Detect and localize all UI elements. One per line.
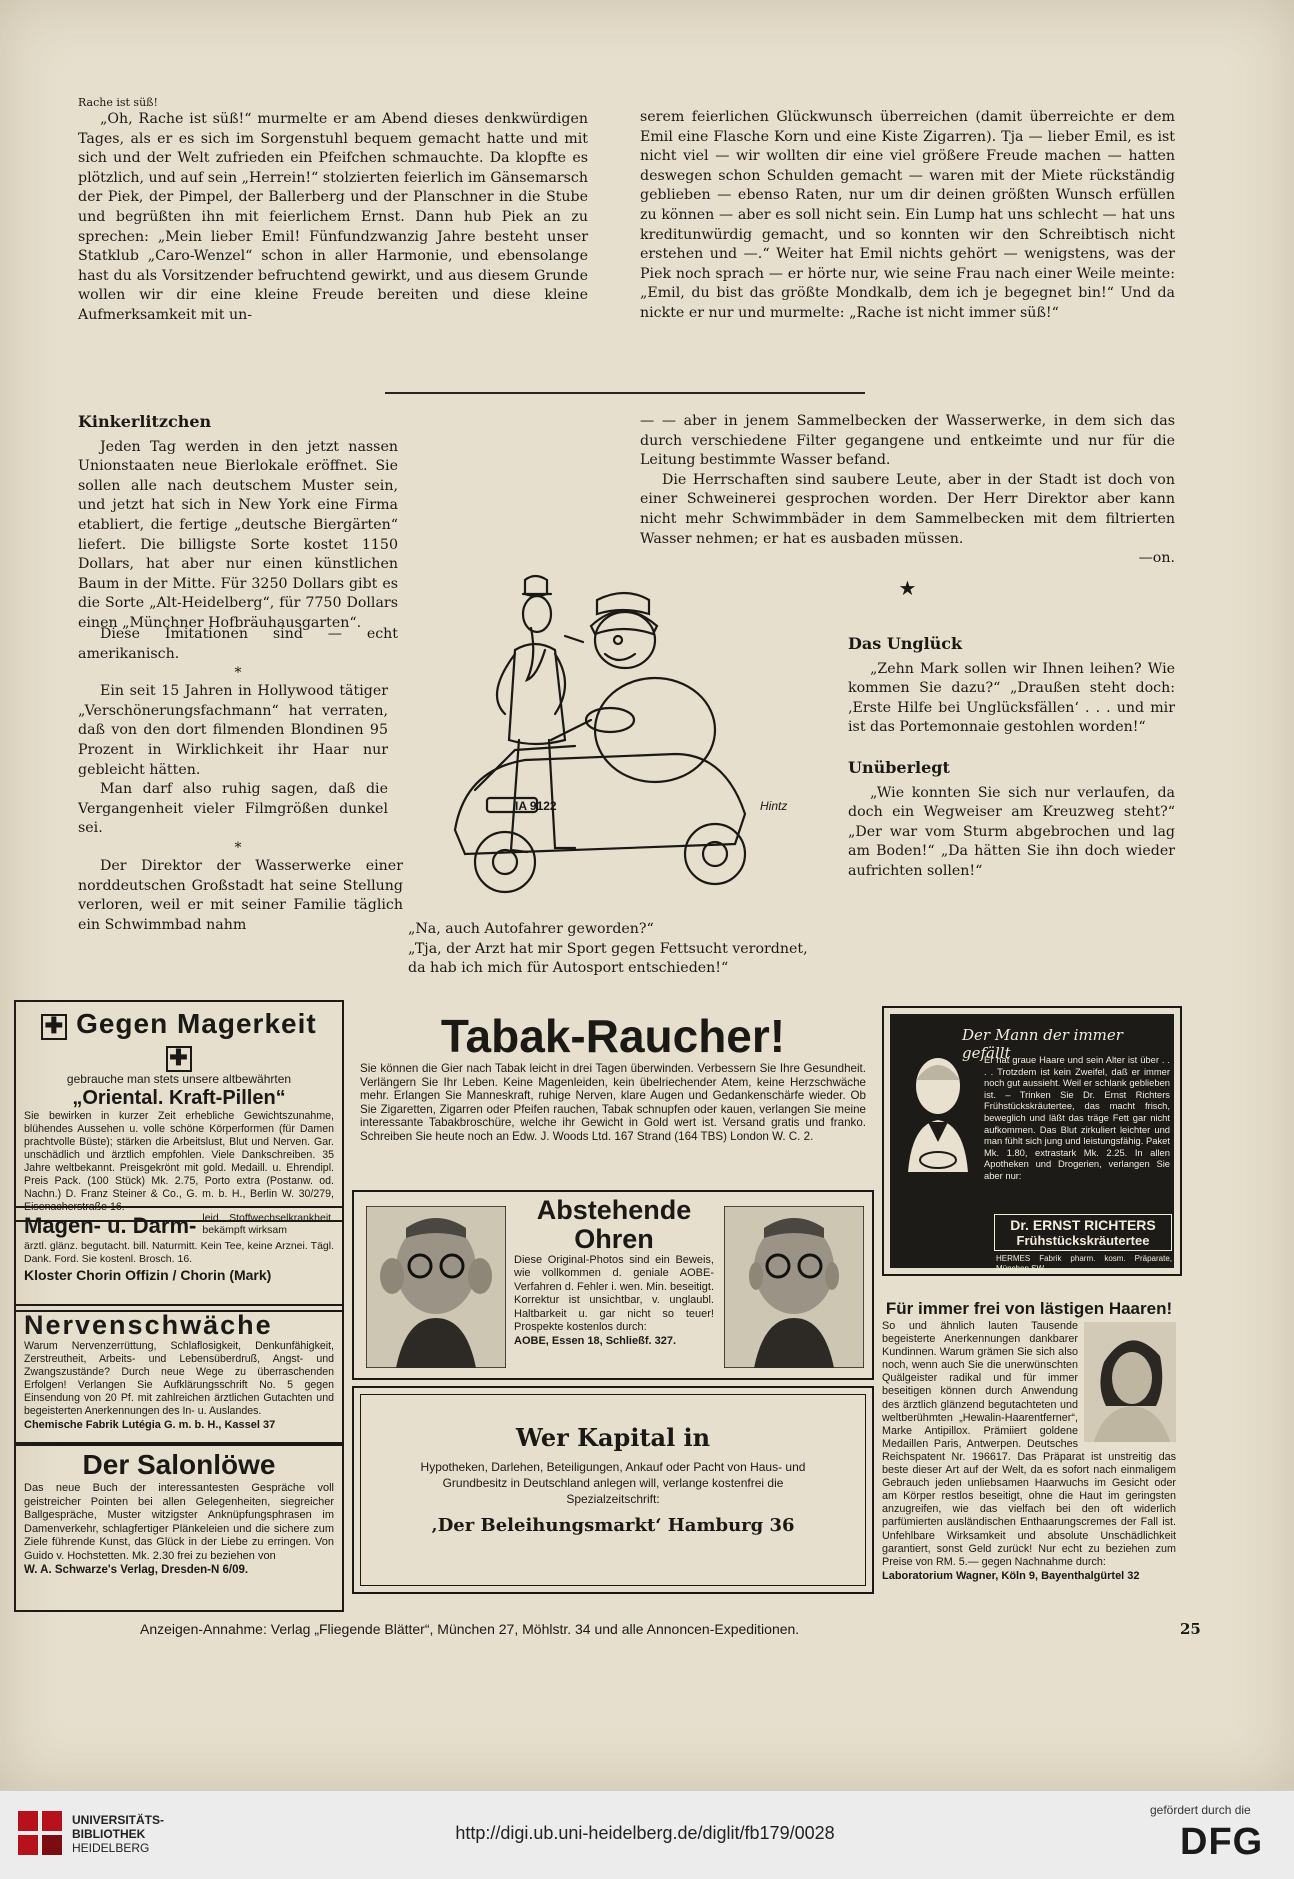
separator-star: * — [234, 839, 242, 856]
library-name: UNIVERSITÄTS- BIBLIOTHEK HEIDELBERG — [72, 1813, 165, 1855]
ad-title: Tabak-Raucher! — [440, 1010, 786, 1062]
ad-banner: Der Mann der immer gefällt — [962, 1026, 1123, 1062]
ad-firm: Kloster Chorin Offizin / Chorin (Mark) — [24, 1267, 272, 1283]
document-url-link[interactable]: http://digi.ub.uni-heidelberg.de/diglit/fb179/0028 — [455, 1823, 835, 1843]
kinker-column-lower — [78, 625, 403, 935]
kinker-column-right — [640, 412, 1175, 601]
author-signature: —on. — [1138, 550, 1175, 567]
dfg-logo: DFG — [1180, 1821, 1264, 1863]
ad-richters — [882, 1006, 1182, 1276]
photo-before — [366, 1206, 506, 1368]
ad-body: Sie bewirken in kurzer Zeit erhebliche Gewichtszunahme, blühendes Aussehen u. volle schöne Körperformen (für Damen prachtvolle Büste); stärken die Arbeitslust, Blut und Nerven. Gar. unschädlich und ärztlich empfohlen. Viele Dankschreiben. 35 Jahre weltbekannt. Preisgekrönt mit gold. Medaill. u. Ehrendipl. Preis Pack. (100 Stück) Mk. 2.75, Porto extra (Postanw. od. Nachn.) D. Franz Steiner & Co., G. m. b. H., Berlin W. 30/279, Eisenacherstraße 16. — [24, 1110, 334, 1213]
ad-body: Er hat graue Haare und sein Alter ist über . . . . Trotzdem ist kein Zweifel, daß er immer noch gut aussieht. Weil er schlank geblieben ist. – Trinken Sie Dr. Ernst Richters Frühstückskräutertee, das macht frisch, beweglich und läßt das träge Fett gar nicht aufkommen. Das Blut zirkuliert leichter und man fühlt sich jung und leistungsfähig. Paket Mk. 1.80, extrastark Mk. 2.25. In allen Apotheken und Drogerien, verlangen Sie aber nur: — [984, 1054, 1170, 1181]
woman-portrait-icon — [1084, 1322, 1176, 1442]
ad-abstehende-ohren — [352, 1190, 874, 1380]
page-number: 25 — [1180, 1620, 1201, 1638]
cartoon-drawing — [415, 570, 845, 900]
ad-magerkeit — [14, 1000, 344, 1222]
ad-firm: W. A. Schwarze's Verlag, Dresden-N 6/09. — [24, 1564, 249, 1576]
university-library-logo-icon — [18, 1811, 62, 1857]
ad-magen-darm — [14, 1206, 344, 1312]
ad-title: Ohren — [574, 1224, 654, 1254]
ad-kapital — [352, 1386, 874, 1594]
ad-body: Sie können die Gier nach Tabak leicht in drei Tagen überwinden. Verbessern Sie Ihre Gesundheit. Verlängern Sie Ihr Leben. Keine Magenleiden, kein übelriechender Atem, keine Herzschwäche mehr. Erlangen Sie Manneskraft, ruhige Nerven, klare Augen und Gedankenschärfe wieder. Ob Sie Zigaretten, Zigarren oder Pfeifen rauchen, Tabak schnupfen oder kauen, verlangen Sie meine interessante Tabakbroschüre, welche ihr Gewicht in Gold wert ist. Versand gratis und franko. Schreiben Sie heute noch an Edw. J. Woods Ltd. 167 Strand (164 TBS) London W. C. 2. — [360, 1062, 866, 1143]
cartoon-caption — [408, 920, 818, 979]
library-footer-bar — [0, 1790, 1294, 1879]
ad-firm: ‚Der Beleihungsmarkt‘ Hamburg 36 — [431, 1515, 795, 1536]
photo-after — [724, 1206, 864, 1368]
license-plate: IA 9122 — [515, 799, 557, 813]
ad-title: Magen- u. Darm- — [24, 1213, 197, 1238]
ad-brand: Dr. ERNST RICHTERS — [1010, 1217, 1156, 1233]
ad-subtitle: gebrauche man stets unsere altbewährten — [66, 1072, 292, 1086]
ad-maker: HERMES Fabrik pharm. kosm. Präparate, München SW — [996, 1254, 1172, 1273]
ad-body: ärztl. glänz. begutacht. bill. Naturmitt. Kein Tee, keine Arznei. Tägl. Dank. Ford. Sie kostenl. Brosch. 16. — [24, 1240, 334, 1265]
ad-nervenschwaeche — [14, 1304, 344, 1446]
man-portrait-icon — [898, 1052, 978, 1172]
story-paragraph: „Oh, Rache ist süß!“ murmelte er am Abend dieses denkwürdigen Tages, als er es sich im Sorgenstuhl bequem gemacht hatte und mit sich und der Welt zufrieden ein Pfeifchen schmauchte. Da klopfte es plötzlich, und auf sein „Herrein!“ stolzierten feierlich im Gänsemarsch der Piek, der Pimpel, der Ballerberg und der Planschner in die Stube und begrüßten ihn mit feierlichem Ernst. Dann hub Piek an zu sprechen: „Mein lieber Emil! Fünfundzwanzig Jahre besteht unser Statklub „Caro-Wenzel“ schon in aller Harmonie, und ebensolange hast du als Vorsitzender befruchtend gewirkt, und aus diesem Grunde wollen wir dir eine kleine Freude bereiten und diese kleine Aufmerksamkeit mit un- — [78, 111, 589, 323]
ad-title: Gegen Magerkeit — [76, 1008, 317, 1039]
ad-title: Wer Kapital in — [515, 1423, 711, 1452]
ad-firm: Laboratorium Wagner, Köln 9, Bayenthalgürtel 32 — [882, 1569, 1140, 1582]
funding-note: gefördert durch die — [1150, 1803, 1251, 1817]
ad-body: Warum Nervenzerrüttung, Schlaflosigkeit, Denkunfähigkeit, Zerstreutheit, Arbeits- und Lebensüberdruß, Angst- und Zwangszustände? Durch neue Wege zu überraschenden Erfolgen! Verlangen Sie Aufklärungsschrift No. 5 gegen Einsendung von 20 Pf. mit zahlreichen ärztlichen Gutachten und begeisterten Anerkennungen des In- u. Auslandes. — [24, 1340, 334, 1417]
unueberlegt-text: „Wie konnten Sie sich nur verlaufen, da doch ein Wegweiser am Kreuzweg steht?“ „Der war vom Sturm abgebrochen und lag am Boden!“ „Da hätten Sie ihn doch wieder aufrichten sollen!“ — [848, 784, 1175, 879]
separator-star: * — [234, 665, 242, 682]
ad-title: Abstehende — [536, 1195, 692, 1225]
story-left-column — [78, 96, 588, 326]
story-right-column — [640, 108, 1175, 324]
ad-brand: Frühstückskräutertee — [1016, 1233, 1150, 1248]
ad-haarentferner — [876, 1294, 1182, 1606]
kinker-paragraph: Ein seit 15 Jahren in Hollywood tätiger „Verschönerungsfachmann“ hat verraten, daß von den dort filmenden Blondinen 95 Prozent in Wirklichkeit ihr Haar nur gebleicht hätten. — [78, 683, 388, 778]
separator-star: ★ — [898, 575, 917, 600]
ad-firm: Chemische Fabrik Lutégia G. m. b. H., Kassel 37 — [24, 1419, 276, 1431]
footer-line: Anzeigen-Annahme: Verlag „Fliegende Blätter“, München 27, Möhlstr. 34 und alle Annoncen-Expeditionen. — [140, 1621, 800, 1637]
ad-title: Der Salonlöwe — [82, 1449, 276, 1480]
unueberlegt-title: Unüberlegt — [848, 757, 950, 777]
section-divider — [385, 392, 865, 394]
ad-brand: „Oriental. Kraft-Pillen“ — [72, 1087, 286, 1109]
story-paragraph: serem feierlichen Glückwunsch überreichen (damit überreichte er dem Emil eine Flasche Korn und eine Kiste Zigarren). Tja — lieber Emil, es ist nicht viel — wir wollten dir eine viel größere Freude machen — hatten deswegen schon Schulden gemacht — waren mit der Miete rückständig geblieben — ebenso Raten, nur um dir deinen größten Wunsch erfüllen zu können — aber es soll nicht sein. Ein Lump hat uns schlecht — hat uns kreditunwürdig gemacht, und so konnten wir den Schreibtisch nicht erstehen und —.“ Weiter hat Emil nichts gehört — wenigstens, was der Piek noch sprach — er hörte nur, wie seine Frau nach einer Weile meinte: „Emil, du bist das größte Mondkalb, dem ich je begegnet bin!“ Und da nickte er nur und murmelte: „Rache ist nicht immer süß!“ — [640, 109, 1175, 321]
unglueck-title: Das Unglück — [848, 634, 963, 653]
artist-signature: Hintz — [760, 799, 788, 813]
kinker-paragraph: Jeden Tag werden in den jetzt nassen Unionstaaten neue Bierlokale eröffnet. Sie sollen alle nach deutschem Muster sein, und jetzt hat sich in New York eine Firma etabliert, die fertige „deutsche Biergärten“ liefert. Die billigste Sorte kostet 1150 Dollars, hat aber nur einen künstlichen Baum in der Mitte. Für 3250 Dollars gibt es die Sorte „Alt-Heidelberg“, für 7750 Dollars einen „Münchner Hofbräuhausgarten“. — [78, 438, 398, 631]
kinker-paragraph: Diese Imitationen sind — echt amerikanisch. — [78, 626, 398, 662]
kinker-title: Kinkerlitzchen — [78, 412, 212, 431]
ad-body: Hypotheken, Darlehen, Beteiligungen, Ankauf oder Pacht von Haus- und Grundbesitz in Deutschland anlegen will, verlange kostenfrei die Spezialzeitschrift: — [420, 1460, 806, 1506]
story-heading: Rache ist süß! — [78, 96, 158, 109]
ad-title: Nervenschwäche — [24, 1310, 273, 1340]
kinker-paragraph: Man darf also ruhig sagen, daß die Vergangenheit vieler Filmgrößen dunkel sei. — [78, 781, 388, 837]
jokes-column — [848, 634, 1175, 882]
ad-body: Das neue Buch der interessantesten Gespräche voll geistreicher Pointen bei allen Gelegenheiten, siegreicher Ballgespräche, Muster witzigster Anknüpfungsphrasen im Damenverkehr, schlagfertiger Plänkeleien und die sichere zum Ziele führende Kunst, das Glück in der Liebe zu erringen. Von Guido v. Hochstetten. Mk. 2.30 frei zu beziehen von — [24, 1482, 334, 1562]
kinker-paragraph: Der Direktor der Wasserwerke einer norddeutschen Großstadt hat seine Stellung verloren, weil er mit seiner Familie täglich ein Schwimmbad nahm — [78, 857, 403, 933]
ad-firm: AOBE, Essen 18, Schließf. 327. — [514, 1335, 677, 1348]
ad-body: Diese Original-Photos sind ein Beweis, wie vollkommen d. geniale AOBE-Verfahren d. Fehler i. wen. Min. beseitigt. Korrektur ist unsichtbar, v. unglaubl. Haltbarkeit u. gar nicht so teuer! Prospekte kostenlos durch: — [514, 1254, 714, 1334]
caption-line: „Tja, der Arzt hat mir Sport gegen Fettsucht verordnet, da hab ich mich für Autosport entschieden!“ — [408, 940, 808, 977]
ad-tabak-raucher — [352, 1006, 874, 1184]
ad-title: Für immer frei von lästigen Haaren! — [885, 1299, 1173, 1318]
cross-icon: ✚ — [166, 1046, 192, 1072]
cartoon-illustration — [415, 570, 845, 900]
ad-body: So und ähnlich lauten Tausende begeisterte Anerkennungen dankbarer Kundinnen. Warum grämen Sie sich also noch, wenn auch Sie die unerwünschten Quälgeister radikal und für immer beseitigen können durch Anwendung des ärztlich glänzend begutachteten und weltberühmten „Hewalin-Haarentferner“, Marke Antipillox. Prämiiert goldene Medaillen Paris, Antwerpen. Deutsches Reichspatent Nr. 196617. Das Präparat ist unstreitig das beste dieser Art auf der Welt, da es sofort nach einmaligem Gebrauch jeden unliebsamen Haarwuchs im Gesicht oder am Körper restlos beseitigt, ohne die Haut im geringsten anzugreifen, wie das vielfach bei den oft widerlich parfümierten ausländischen Enthaarungscremes der Fall ist. Unfehlbare Wirksamkeit und absolute Unschädlichkeit garantiert, sonst Geld zurück! Nur echt zu beziehen zum Preise von RM. 5.— gegen Nachnahme durch: — [882, 1320, 1176, 1568]
unglueck-text: „Zehn Mark sollen wir Ihnen leihen? Wie kommen Sie dazu?“ „Draußen steht doch: ‚Erste Hilfe bei Unglücksfällen‘ . . . und mir ist das Portemonnaie gestohlen worden!“ — [848, 660, 1175, 736]
ad-side-text: leid., Stoffwechselkrankheit. bekämpft wirksam — [202, 1212, 334, 1236]
ad-salonloewe — [14, 1442, 344, 1612]
cross-icon: ✚ — [41, 1014, 67, 1040]
caption-line: „Na, auch Autofahrer geworden?“ — [408, 921, 654, 937]
kinker-paragraph: Die Herrschaften sind saubere Leute, aber in der Stadt ist doch von einer Schweinerei gesprochen worden. Der Herr Direktor aber kann nicht mehr Schwimmbäder in dem Sammelbecken mit dem filtrierten Wasser nehmen; er hat es ausbaden müssen. — [640, 471, 1175, 547]
kinker-paragraph: — — aber in jenem Sammelbecken der Wasserwerke, in dem sich das durch verschiedene Filter gegangene und entkeimte und nur für die Leitung bestimmte Wasser befand. — [640, 413, 1175, 469]
